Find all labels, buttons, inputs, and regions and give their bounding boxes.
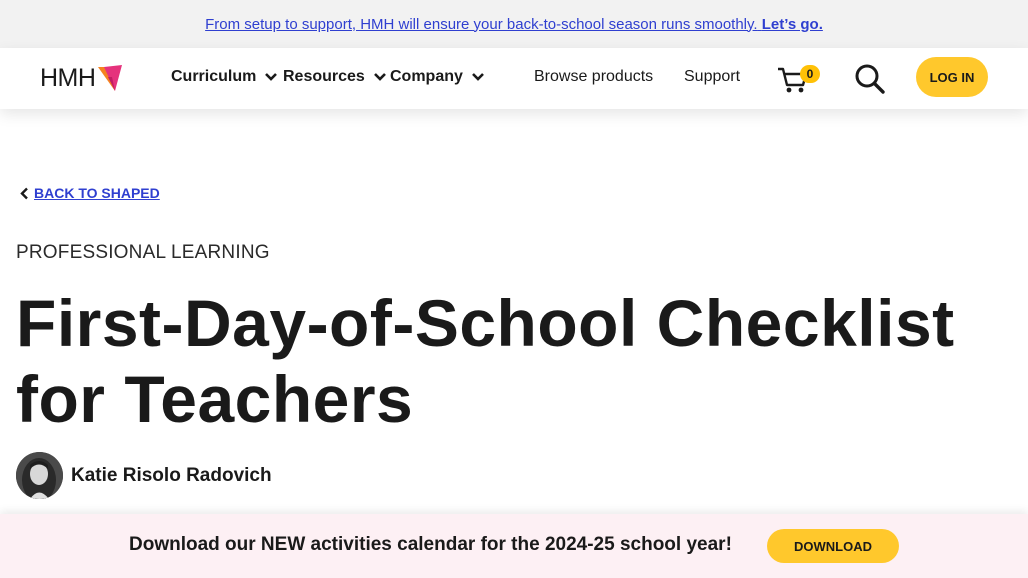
nav-curriculum[interactable]: [171, 68, 278, 86]
promo-banner: [0, 514, 1028, 578]
nav-company-label: Company: [390, 68, 463, 85]
author-name[interactable]: Katie Risolo Radovich: [71, 464, 272, 486]
author-byline: [16, 452, 272, 499]
nav-resources[interactable]: [283, 68, 387, 86]
back-link-label: BACK TO SHAPED: [34, 185, 160, 201]
logo-text: HMH: [40, 63, 96, 92]
cart-count-badge: 0: [800, 65, 820, 83]
announcement-cta[interactable]: Let’s go.: [761, 15, 823, 33]
site-header: [0, 48, 1028, 109]
login-button[interactable]: LOG IN: [916, 57, 988, 97]
announcement-link[interactable]: [205, 16, 823, 33]
browse-products-link[interactable]: Browse products: [534, 68, 654, 85]
avatar: [16, 452, 63, 499]
logo-mark-icon: [97, 64, 123, 92]
chevron-down-icon: [264, 72, 278, 82]
chevron-down-icon: [373, 72, 387, 82]
nav-company[interactable]: [390, 68, 485, 86]
banner-text: Download our NEW activities calendar for the 2024-25 school year!: [129, 534, 732, 555]
chevron-down-icon: [471, 72, 485, 82]
download-button[interactable]: DOWNLOAD: [767, 529, 899, 563]
author-photo: [16, 452, 63, 499]
nav-resources-label: Resources: [283, 68, 365, 85]
announcement-bar: [0, 0, 1028, 48]
hmh-logo[interactable]: [40, 63, 140, 93]
search-icon[interactable]: [854, 63, 886, 95]
back-link[interactable]: [20, 185, 160, 201]
article-category: PROFESSIONAL LEARNING: [16, 242, 270, 263]
nav-curriculum-label: Curriculum: [171, 68, 257, 85]
support-link[interactable]: Support: [684, 68, 741, 85]
announcement-text: From setup to support, HMH will ensure your back-to-school season runs smoothly.: [205, 15, 758, 33]
chevron-left-icon: [20, 187, 29, 200]
page-title: First-Day-of-School Checklist for Teachers: [16, 286, 955, 436]
